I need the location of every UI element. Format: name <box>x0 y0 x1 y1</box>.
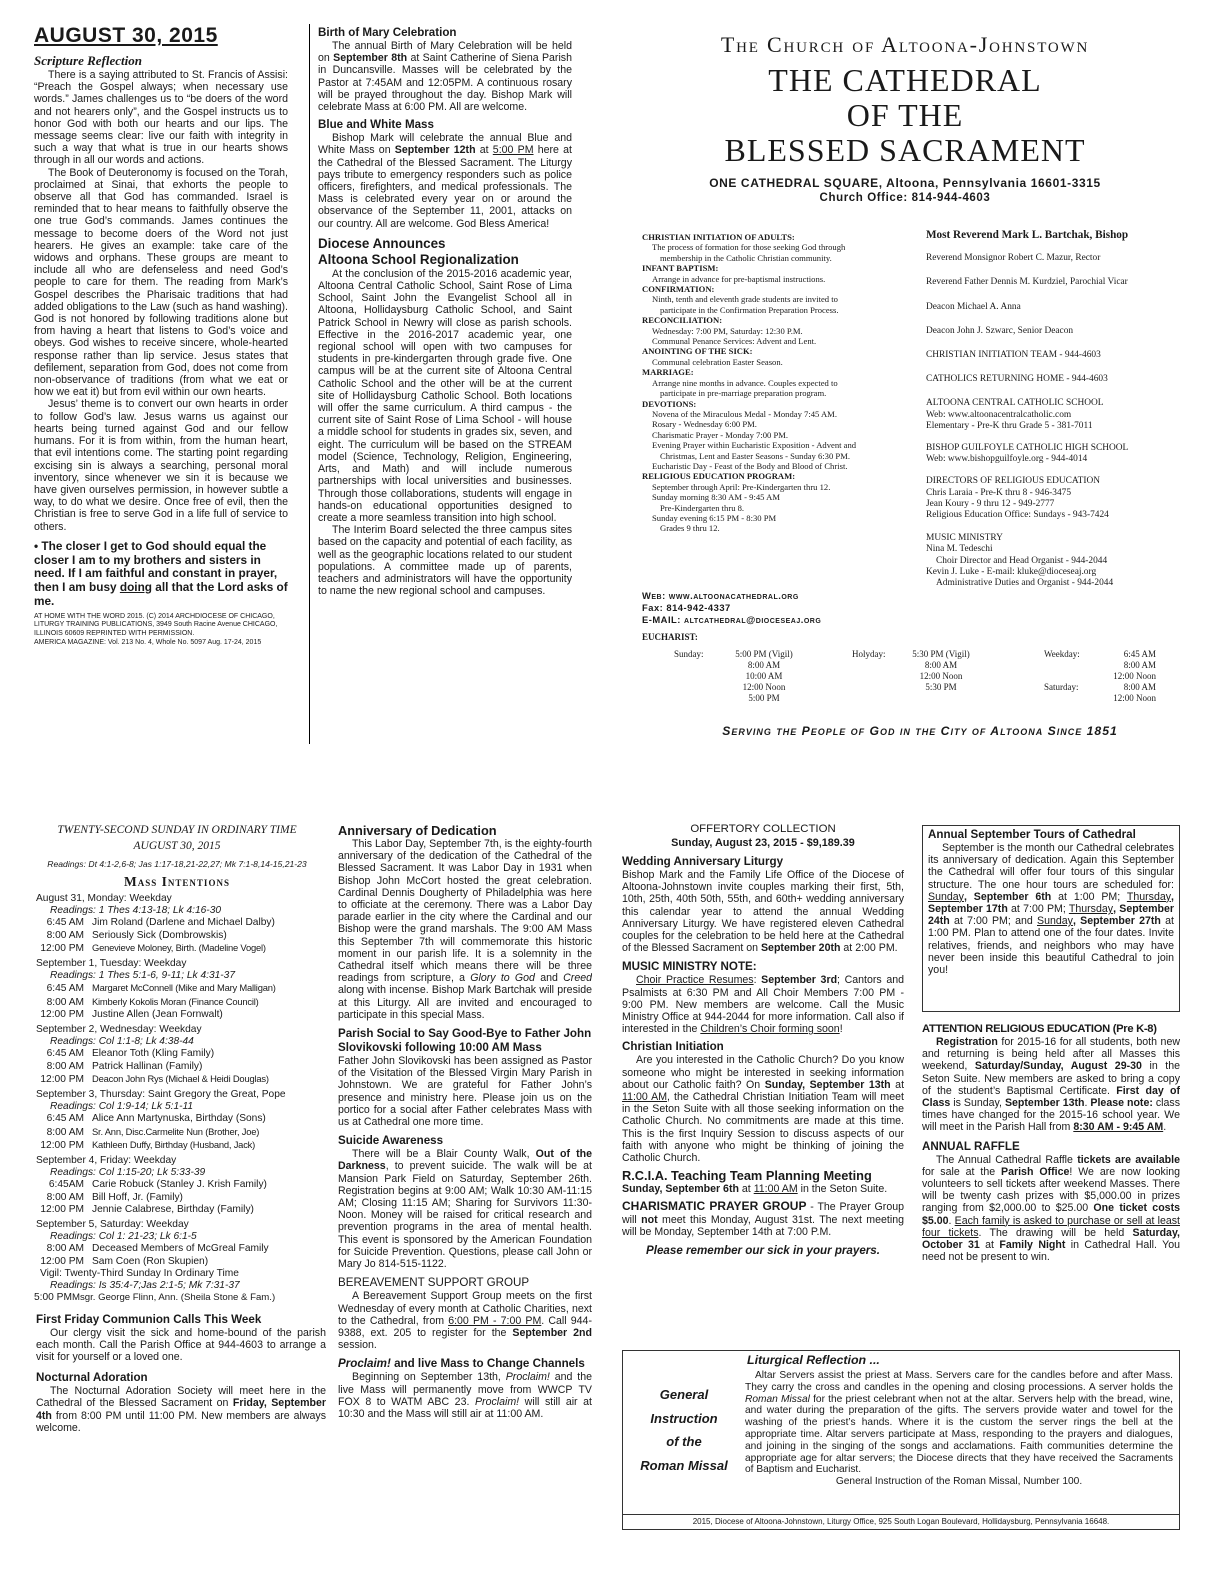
sacrament-line: RELIGIOUS EDUCATION PROGRAM: <box>642 471 796 482</box>
sacrament-line: Pre-Kindergarten thru 8. <box>660 502 745 513</box>
birth-of-mary-title: Birth of Mary Celebration <box>318 26 457 39</box>
sacrament-line: The process of formation for those seeking God through <box>652 242 846 253</box>
mass-intention-row <box>34 1073 326 1086</box>
serving-tagline: Serving the People of God in the City of Altoona Since 1851 <box>722 724 1118 738</box>
sacrament-line: CHRISTIAN INITIATION OF ADULTS: <box>642 232 795 242</box>
mass-time: 8:00 AM <box>46 1191 84 1203</box>
mass-time: 6:45AM <box>48 1179 84 1191</box>
liturgical-box <box>622 1350 1180 1530</box>
sacrament-line: Rosary - Wednesday 6:00 PM. <box>652 419 757 430</box>
rcia-title: R.C.I.A. Teaching Team Planning Meeting <box>622 1168 872 1184</box>
sunday-times <box>724 649 804 704</box>
mass-day-readings: Readings: Col 1:1-8; Lk 4:38-44 <box>50 1036 194 1048</box>
bottom-col-3 <box>622 823 904 1343</box>
mass-time: 12:00 PM <box>40 1008 84 1020</box>
suicide-body: There will be a Blair County Walk, Out of the Darkness, to prevent suicide. The walk will be at Mansion Park Field on Saturday, September 26th. Registration begins at 9:00 AM; Walk 10:30 AM-11:15 AM; Closing 11:15 AM; Sharing for Survivors 11:30-Noon. Money will be raised for critical research and prevention programs in the area of mental health. This event is sponsored by the American Foundation for Suicide Prevention. Questions, please call John or Mary Jo 814-515-1122. <box>338 1148 592 1271</box>
mass-time: 6:45 AM <box>46 1113 84 1125</box>
tours-box <box>922 825 1180 1012</box>
mass-intention-row <box>34 1061 326 1073</box>
mass-time: 12:00 PM <box>40 942 84 954</box>
sacrament-line: MARRIAGE: <box>642 367 694 378</box>
staff-line: Most Reverend Mark L. Bartchak, Bishop <box>926 230 1129 241</box>
charismatic-block: CHARISMATIC PRAYER GROUP - The Prayer Group will not meet this Monday, August 31st. The next meeting will be Monday, September 14th at 7:00 P.M. <box>622 1199 904 1238</box>
first-friday-title: First Friday Communion Calls This Week <box>36 1312 262 1326</box>
mass-days <box>28 893 326 1268</box>
sacrament-line: Christmas, Lent and Easter Seasons - Sunday 6:30 PM. <box>660 450 850 461</box>
sacrament-line: Grades 9 thru 12. <box>660 523 720 534</box>
church-office: Church Office: 814-944-4603 <box>819 192 991 204</box>
sacrament-line: Communal Penance Services: Advent and Lent. <box>652 336 817 347</box>
mass-intention-row <box>34 996 326 1009</box>
mass-time: 6:45 AM <box>46 1048 84 1060</box>
mass-day-readings: Readings: Col 1:15-20; Lk 5:33-39 <box>50 1167 206 1179</box>
sunday-date: AUGUST 30, 2015 <box>133 840 221 852</box>
scripture-p2: The Book of Deuteronomy is focused on the Torah, proclaimed at Sinai, that exhorts the people to observe all that God has commanded. Israel is reminded that to hear means to faithfully observe the one true God’s commands. James continues the message to become doers of the Word not just hearers. He gives an example: take care of the widows and orphans. These groups are meant to include all who are defenseless and need God’s people to care for them. The reading from Mark’s Gospel describes the Pharisaic traditions that had added obligations to the Law (such as hand washing). God is not honored by following traditions alone but from having a heart that listens to God’s voice and obeys. God wishes to receive sincere, whole-hearted response rather than lip service. Jesus states that defilement, separation from God, does not come from non-observance of traditions (from what we eat or how we eat it) but from evil within our own hearts. <box>34 166 288 399</box>
scripture-credit-2: AMERICA MAGAZINE: Vol. 213 No. 4, Whole No. 5097 Aug. 17-24, 2015 <box>34 639 262 647</box>
mass-intention: Kathleen Duffy, Birthday (Husband, Jack) <box>92 1138 256 1150</box>
sacrament-line: participate in the Confirmation Preparation Process. <box>660 304 839 315</box>
scripture-p3: Jesus’ theme is to convert our own hearts in order to follow God’s law. Jesus warns us against our hearts being turned against God and our fellow humans. For it is from within, from the human heart, that evil intentions come. The starting point regarding excising sin is always a searching, personal moral inventory, since whenever we sin it is because we have given ourselves permission, in however subtle a way, to do what we desire. Once free of evil, then the Christian is free to serve God in a life full of service to others. <box>34 398 288 533</box>
scripture-p1: There is a saying attributed to St. Francis of Assisi: “Preach the Gospel always; when necessary use words.” James challenges us to “be doers of the word and not hearers only”, and the Gospel instructs us to honor God with both our hearts and our lips. The message seems clear: live our faith with integrity in such a way that what is true in our hearts shows through in all our words and actions. <box>34 69 288 167</box>
holyday-label: Holyday: <box>852 649 886 659</box>
mass-day <box>34 1155 326 1216</box>
wedding-title: Wedding Anniversary Liturgy <box>622 855 784 868</box>
mass-time: 12:00 Noon <box>1113 693 1156 703</box>
fax-number: Fax: 814-942-4337 <box>642 601 731 613</box>
mass-time: 8:00 AM <box>1123 660 1156 670</box>
blue-white-body: Bishop Mark will celebrate the annual Blue and White Mass on September 12th at 5:00 PM here at the Cathedral of the Blessed Sacrament. The Liturgy pays tribute to emergency responders such as police officers, firefighters, and medical professionals. The Mass is celebrated every year on or around the observance of the September 11, 2001, attacks on our country. All are welcome. God Bless America! <box>318 132 572 230</box>
mass-time: 8:00 AM <box>46 996 84 1008</box>
mass-intention-row <box>34 917 326 929</box>
web-info <box>642 590 922 630</box>
email-link[interactable]: E-MAIL: altcathedral@dioceseaj.org <box>642 613 822 625</box>
sacrament-line: Sunday morning 8:30 AM - 9:45 AM <box>652 492 780 503</box>
mass-day-readings: Readings: 1 Thes 4:13-18; Lk 4:16-30 <box>50 905 222 917</box>
staff-line: Deacon Michael A. Anna <box>926 301 1021 312</box>
mass-time: 6:45 AM <box>46 983 84 995</box>
cathedral-line-1: THE CATHEDRAL <box>768 62 1042 98</box>
bereavement-title: BEREAVEMENT SUPPORT GROUP <box>338 1276 530 1290</box>
sunday-readings: Readings: Dt 4:1-2,6-8; Jas 1:17-18,21-22,27; Mk 7:1-8,14-15,21-23 <box>47 859 307 869</box>
mass-intention-row <box>34 1204 326 1216</box>
mass-intention: Bill Hoff, Jr. (Family) <box>92 1191 183 1203</box>
religious-ed-directors: DIRECTORS OF RELIGIOUS EDUCATION Chris Laraia - Pre-K thru 8 - 946-3475 Jean Koury - 9 thru 12 - 949-2777 Religious Education Office: Sundays - 943-7424 <box>926 476 1109 521</box>
mass-day <box>34 958 326 1021</box>
mass-day-readings: Readings: Col 1: 21-23; Lk 6:1-5 <box>50 1231 197 1243</box>
mass-intention-row <box>34 930 326 942</box>
bereavement-body: A Bereavement Support Group meets on the first Wednesday of every month at Catholic Charities, next to the Cathedral, from 6:00 PM - 7:00 PM. Call 944-9388, ext. 205 to register for the September 2nd session. <box>338 1290 592 1352</box>
birth-of-mary-body: The annual Birth of Mary Celebration will be held on September 8th at Saint Catherine of Siena Parish in Duncansville. Masses will be celebrated by the Pastor at 7:45AM and 12:05PM. A continuous rosary will be prayed throughout the day. Bishop Mark will celebrate Mass at 6:00 PM. All are welcome. <box>318 40 572 114</box>
mass-time: 8:00 AM <box>924 660 958 670</box>
mass-intention-row <box>34 1048 326 1060</box>
top-middle-column <box>318 26 572 746</box>
mass-intention-row <box>34 1243 326 1255</box>
sacrament-line: ANOINTING OF THE SICK: <box>642 346 753 357</box>
mass-intention: Eleanor Toth (Kling Family) <box>92 1048 215 1060</box>
offertory-title: OFFERTORY COLLECTION <box>690 823 836 835</box>
sacrament-line: Novena of the Miraculous Medal - Monday 7:45 AM. <box>652 408 837 419</box>
mass-time: 5:30 PM (Vigil) <box>912 649 970 659</box>
sacrament-line: DEVOTIONS: <box>642 398 697 409</box>
sacrament-line: RECONCILIATION: <box>642 315 723 326</box>
mass-time: 10:00 AM <box>745 671 783 681</box>
scripture-credit: AT HOME WITH THE WORD 2015. (C) 2014 ARCHDIOCESE OF CHICAGO, LITURGY TRAINING PUBLICATIONS, 3949 South Racine Avenue CHICAGO, ILLINOIS 60609 REPRINTED WITH PERMISSION. <box>34 612 278 637</box>
mass-intention: Deceased Members of McGreal Family <box>92 1243 269 1255</box>
vigil-block: Vigil: Twenty-Third Sunday In Ordinary Time Readings: Is 35:4-7;Jas 2:1-5; Mk 7:31-37 5:00 PMMsgr. George Flinn, Ann. (Sheila Stone & Fam.) <box>34 1267 276 1304</box>
mass-intentions <box>28 823 326 1553</box>
address: ONE CATHEDRAL SQUARE, Altoona, Pennsylvania 16601-3315 <box>709 176 1101 190</box>
mass-intention: Alice Ann Martynuska, Birthday (Sons) <box>92 1113 266 1125</box>
mass-time: 8:00 AM <box>46 1126 84 1138</box>
music-note-title: MUSIC MINISTRY NOTE: <box>622 960 757 974</box>
mass-day <box>34 1024 326 1086</box>
music-ministry: MUSIC MINISTRY Nina M. Tedeschi Choir Director and Head Organist - 944-2044 Kevin J. Luke - E-mail: kluke@dioceseaj.org Administrative Duties and Organist - 944-2044 <box>926 533 1114 589</box>
sacrament-line: Arrange nine months in advance. Couples expected to <box>652 377 838 388</box>
mass-intention-row <box>34 1192 326 1204</box>
holyday-times <box>898 649 984 693</box>
date-header-block <box>34 24 304 54</box>
mass-time: 12:00 Noon <box>742 682 786 692</box>
mass-intention: Sam Coen (Ron Skupien) <box>92 1255 209 1267</box>
cathedral-line-2: OF THE <box>846 97 964 133</box>
mass-day <box>34 1219 326 1268</box>
mass-intention: Seriously Sick (Dombrowskis) <box>92 929 227 941</box>
blue-white-title: Blue and White Mass <box>318 118 434 132</box>
mass-time: 8:00 AM <box>46 1243 84 1255</box>
mass-intention-row <box>34 1139 326 1152</box>
staff-line: CHRISTIAN INITIATION TEAM - 944-4603 <box>926 350 1101 361</box>
mass-intention: Sr. Ann, Disc.Carmelite Nun (Brother, Joe) <box>92 1125 260 1137</box>
mass-day-title: September 4, Friday: Weekday <box>36 1155 177 1167</box>
ci-body: Are you interested in the Catholic Church? Do you know someone who might be interested in seeking information about our Catholic faith? On Sunday, September 13th at 11:00 AM, the Cathedral Christian Initiation Team will meet in the Seton Suite with all those seeking information on the Catholic Church. No commitments are made at this time. This is the first Inquiry Session to discuss aspects of our faith with anyone who might be thinking of joining the Catholic Church. <box>622 1054 904 1165</box>
mass-intention: Margaret McConnell (Mike and Mary Malligan) <box>92 982 276 994</box>
sacrament-line: CONFIRMATION: <box>642 284 715 295</box>
eucharist-label: EUCHARIST: <box>642 632 698 642</box>
proclaim-body: Beginning on September 13th, Proclaim! and the live Mass will permanently move from WWCP TV FOX 8 to WATM ABC 23. Proclaim! will still air at 10:30 and the Mass will still air at 11:00 AM. <box>338 1371 592 1420</box>
staff-line: Deacon John J. Szwarc, Senior Deacon <box>926 325 1074 336</box>
liturgical-footer: 2015, Diocese of Altoona-Johnstown, Liturgy Office, 925 South Logan Boulevard, Hollidaysburg, Pennsylvania 16648. <box>623 1514 1179 1526</box>
mass-intention: Kimberly Kokolis Moran (Finance Council) <box>92 995 259 1007</box>
proclaim-title: Proclaim! and live Mass to Change Channels <box>338 1357 585 1371</box>
offertory-amount: Sunday, August 23, 2015 - $9,189.39 <box>671 837 855 849</box>
mass-time: 5:00 PM (Vigil) <box>735 649 793 659</box>
masthead <box>620 32 1190 212</box>
remember-sick: Please remember our sick in your prayers. <box>646 1244 880 1258</box>
sacrament-line: Eucharistic Day - Feast of the Body and Blood of Christ. <box>652 460 848 471</box>
saturday-label: Saturday: <box>1044 682 1079 692</box>
mass-day-readings: Readings: 1 Thes 5:1-6, 9-11; Lk 4:31-37 <box>50 970 235 982</box>
weekday-label: Weekday: <box>1044 649 1080 659</box>
ci-title: Christian Initiation <box>622 1040 724 1054</box>
mass-intention-row <box>34 942 326 955</box>
mass-time: 12:00 PM <box>40 1139 84 1151</box>
mass-intention-row <box>34 982 326 995</box>
first-friday-body: Our clergy visit the sick and home-bound of the parish each month. Call the Parish Office at 944-4603 to arrange a visit for yourself or a loved one. <box>36 1326 326 1363</box>
mass-time: 5:30 PM <box>925 682 957 692</box>
mass-intention: Jim Roland (Darlene and Michael Dalby) <box>92 917 275 929</box>
mass-time: 6:45 AM <box>1123 649 1156 659</box>
rcia-body: Sunday, September 6th at 11:00 AM in the Seton Suite. <box>622 1183 888 1196</box>
mass-intentions-title: Mass Intentions <box>124 874 230 889</box>
mass-day-title: August 31, Monday: Weekday <box>36 893 172 904</box>
mass-time: 12:00 Noon <box>1113 671 1156 681</box>
social-body: Father John Slovikovski has been assigned as Pastor of the Visitation of the Blessed Virgin Mary Parish in Johnstown. We are grateful for Father John’s presence and ministry here. Please join us on the portico for a social after Father celebrates Mass with us at Cathedral one more time. <box>338 1055 592 1129</box>
music-note-body: Choir Practice Resumes: September 3rd; Cantors and Psalmists at 6:30 PM and All Choir Members 7:00 PM - 9:00 PM. New members are welcome. Call the Music Ministry Office at 944-2044 for more information. Call also if interested in the Children’s Choir forming soon! <box>622 974 904 1036</box>
staff-line: Reverend Father Dennis M. Kurdziel, Parochial Vicar <box>926 277 1128 288</box>
staff-line: Reverend Monsignor Robert C. Mazur, Rector <box>926 253 1101 264</box>
mass-intention-row <box>34 1179 326 1191</box>
mass-intention: Carie Robuck (Stanley J. Krish Family) <box>92 1179 267 1191</box>
mass-day-title: September 1, Tuesday: Weekday <box>36 958 187 970</box>
liturgical-body: Altar Servers assist the priest at Mass. Servers care for the candles before and after Mass. They carry the cross and candles in the opening and closing processions. A server holds the Roman Missal for the priest celebrant when not at the altar. Servers help with the bread, wine, and water during the preparation of the gifts. The servers provide water and towel for the washing of the priest’s hands. Where it is the custom the server rings the bell at the appropriate time. Altar servers participate at Mass, responding to the prayers and dialogues, and joining in the singing of the songs and acclamations. Faith communities determine the appropriate age for altar servers; the Diocese directs that they have received the Sacraments of Baptism and Eucharist. General Instruction of the Roman Missal, Number 100. <box>745 1370 1173 1488</box>
staff-line: CATHOLICS RETURNING HOME - 944-4603 <box>926 374 1108 385</box>
tours-title: Annual September Tours of Cathedral <box>928 828 1136 841</box>
church-name: The Church of Altoona-Johnstown <box>720 32 1090 57</box>
weekday-times <box>1092 649 1156 682</box>
mass-day <box>34 893 326 955</box>
school-bg: BISHOP GUILFOYLE CATHOLIC HIGH SCHOOL Web: www.bishopguilfoyle.org - 944-4014 <box>926 443 1129 465</box>
sacrament-line: INFANT BAPTISM: <box>642 263 719 274</box>
sacraments-directory <box>642 232 912 582</box>
sacrament-line: Communal celebration Easter Season. <box>652 356 783 367</box>
diocese-p2: The Interim Board selected the three campus sites based on the capacity and potential of each facility, as well as the geographic locations related to our student populations. A committee made up of parents, teachers and administrators will have the opportunity to name the new regional school and campuses. <box>318 524 572 598</box>
bottom-col-2 <box>338 823 592 1555</box>
suicide-title: Suicide Awareness <box>338 1134 444 1148</box>
mass-intention: Patrick Hallinan (Family) <box>92 1060 203 1072</box>
mass-time: 12:00 PM <box>40 1203 84 1215</box>
mass-intention: Justine Allen (Jean Fornwalt) <box>92 1008 223 1020</box>
mass-intention: Genevieve Moloney, Birth. (Madeline Vogel) <box>92 941 266 953</box>
mass-time: 8:00 AM <box>747 660 781 670</box>
liturgical-side: General Instruction of the Roman Missal <box>640 1387 728 1473</box>
liturgical-title: Liturgical Reflection ... <box>747 1353 880 1367</box>
mass-intention-row <box>34 1256 326 1268</box>
mass-intention: Jennie Calabrese, Birthday (Family) <box>92 1203 254 1215</box>
raffle-title: ANNUAL RAFFLE <box>922 1139 1020 1153</box>
mass-time: 12:00 PM <box>40 1073 84 1085</box>
column-divider <box>309 24 310 744</box>
social-title: Parish Social to Say Good-Bye to Father John Slovikovski following 10:00 AM Mass <box>338 1027 592 1055</box>
nocturnal-body: The Nocturnal Adoration Society will meet here in the Cathedral of the Blessed Sacrament on Friday, September 4th from 8:00 PM until 11:00 PM. New members are always welcome. <box>36 1385 326 1434</box>
mass-time: 8:00 AM <box>1123 682 1156 692</box>
sunday-title: TWENTY-SECOND SUNDAY IN ORDINARY TIME <box>57 824 297 836</box>
religed-body: Registration for 2015-16 for all students, both new and returning is being held after all Masses this weekend, Saturday/Sunday, August 29-30 in the Seton Suite. New members are asked to bring a copy of the student’s Baptismal Certificate. First day of Class is Sunday, September 13th. Please note: class times have changed for the 2015-16 school year. We will meet in the Parish Hall from 8:30 AM - 9:45 AM. <box>922 1036 1180 1134</box>
sunday-label: Sunday: <box>674 649 704 659</box>
wedding-body: Bishop Mark and the Family Life Office of the Diocese of Altoona-Johnstown invite couples marking their first, 5th, 10th, 25th, 40th 50th, 55th, and 60th+ wedding anniversary this calendar year to attend the annual Wedding Anniversary Liturgy. We have registered eleven Cathedral couples for the celebration to be held here at the Cathedral of the Blessed Sacrament on September 20th at 2:00 PM. <box>622 869 904 955</box>
scripture-title: Scripture Reflection <box>34 53 142 68</box>
website-link[interactable]: Web: www.altoonacathedral.org <box>642 590 799 601</box>
mass-intention-row <box>34 1126 326 1139</box>
mass-time: 6:45 AM <box>46 917 84 929</box>
mass-day <box>34 1089 326 1152</box>
mass-day-title: September 2, Wednesday: Weekday <box>36 1024 202 1036</box>
mass-intention: Deacon John Rys (Michael & Heidi Douglas) <box>92 1072 269 1084</box>
sacrament-line: Arrange in advance for pre-baptismal instructions. <box>652 273 826 284</box>
mass-time: 5:00 PM <box>748 693 780 703</box>
mass-day-title: September 3, Thursday: Saint Gregory the Great, Pope <box>36 1089 286 1101</box>
mass-intention-row <box>34 1113 326 1125</box>
tours-body: September is the month our Cathedral celebrates its anniversary of dedication. Again this September the Cathedral will offer four tours of this singular structure. The one hour tours are scheduled for: Sunday, September 6th at 1:00 PM; Thursday, September 17th at 7:00 PM; Thursday, September 24th at 7:00 PM; and Sunday, September 27th at 1:00 PM. Plan to attend one of the four dates. Invite relatives, friends, and neighbors who may have never been inside this beautiful Cathedral to join you! <box>928 842 1175 977</box>
mass-time: 12:00 Noon <box>919 671 963 681</box>
religed-title: ATTENTION RELIGIOUS EDUCATION (Pre K-8) <box>922 1023 1157 1035</box>
mass-day-readings: Readings: Col 1:9-14; Lk 5:1-11 <box>50 1101 194 1113</box>
scripture-reflection <box>34 53 288 743</box>
staff-directory <box>926 230 1196 610</box>
nocturnal-title: Nocturnal Adoration <box>36 1371 148 1385</box>
sacrament-line: Charismatic Prayer - Monday 7:00 PM. <box>652 429 789 440</box>
scripture-bullet: • The closer I get to God should equal the closer I am to my brothers and sisters in need. If I am faithful and constant in prayer, then I am busy doing all that the Lord asks of me. <box>34 538 288 608</box>
sacrament-line: Ninth, tenth and eleventh grade students are invited to <box>652 294 838 305</box>
sacrament-line: Wednesday: 7:00 PM, Saturday: 12:30 P.M. <box>652 325 803 336</box>
date-header: AUGUST 30, 2015 <box>34 24 218 47</box>
sacrament-line: participate in pre-marriage preparation program. <box>660 388 827 399</box>
diocese-p1: At the conclusion of the 2015-2016 academic year, Altoona Central Catholic School, Saint Rose of Lima School, Saint John the Evangelist School all in Altoona, Hollidaysburg Catholic School, and Saint Patrick School in Newry will close as parish schools. Effective in the 2016-2017 academic year, one regional school will open with two campuses for students in pre-kindergarten through grade five. One campus will be at the current site of Altoona Central Catholic School and the other will be at the current site of Hollidaysburg Catholic School. Both locations will offer the same curriculum. A third campus - the current site of Saint Rose of Lima School - will house a middle school for students in grades six, seven, and eight. The curriculum will be based on the STREAM model (Science, Technology, Religion, Engineering, Arts, and Math) and will include numerous partnerships with local universities and businesses. Through those collaborations, students will engage in hands-on educational opportunities designed to create a more seamless transition into high school. <box>318 267 572 524</box>
mass-time: 8:00 AM <box>46 929 84 941</box>
saturday-times <box>1092 682 1156 704</box>
mass-intention-row <box>34 1009 326 1021</box>
bottom-col-4 <box>922 1022 1180 1342</box>
sacrament-line: September through April: Pre-Kindergarten thru 12. <box>652 481 831 492</box>
sacrament-line: Evening Prayer within Eucharistic Exposition - Advent and <box>652 440 857 451</box>
school-acc: ALTOONA CENTRAL CATHOLIC SCHOOL Web: www.altoonacentralcatholic.com Elementary - Pre-K thru Grade 5 - 381-7011 <box>926 398 1104 431</box>
eucharist-schedule <box>642 632 1162 712</box>
raffle-body: The Annual Cathedral Raffle tickets are available for sale at the Parish Office! We are now looking volunteers to sell tickets after weekend Masses. There will be twenty cash prizes with $5,000.00 in prizes ranging from $2,000.00 to $25.00 One ticket costs $5.00. Each family is asked to purchase or sell at least four tickets. The drawing will be held Saturday, October 31 at Family Night in Cathedral Hall. You need not be present to win. <box>922 1153 1180 1264</box>
diocese-title-1: Diocese Announces <box>318 235 446 251</box>
anniversary-body: This Labor Day, September 7th, is the eighty-fourth anniversary of the dedication of the Cathedral of the Blessed Sacrament. It was Labor Day in 1931 when Bishop John McCort hosted the great celebration. Cardinal Dennis Dougherty of Philadelphia was here to officiate at the ceremony. There was a Labor Day parade earlier in the city where the Cardinal and our Bishop were the grand marshals. The 9:00 AM Mass this September 7th will commemorate this historic moment in our parish life. It is a solemnity in the Cathedral itself which means there will be three readings from scripture, a Glory to God and Creed along with incense. Bishop Mark Bartchak will preside at this Liturgy. All are invited and encouraged to participate in this special Mass. <box>338 838 592 1021</box>
mass-day-title: September 5, Saturday: Weekday <box>36 1219 189 1231</box>
diocese-title-2: Altoona School Regionalization <box>318 251 519 267</box>
cathedral-line-3: BLESSED SACRAMENT <box>724 132 1086 168</box>
sacrament-line: Sunday evening 6:15 PM - 8:30 PM <box>652 512 777 523</box>
sacrament-line: membership in the Catholic Christian community. <box>660 252 832 263</box>
anniversary-title: Anniversary of Dedication <box>338 823 497 838</box>
mass-time: 12:00 PM <box>40 1255 84 1267</box>
mass-time: 8:00 AM <box>46 1060 84 1072</box>
